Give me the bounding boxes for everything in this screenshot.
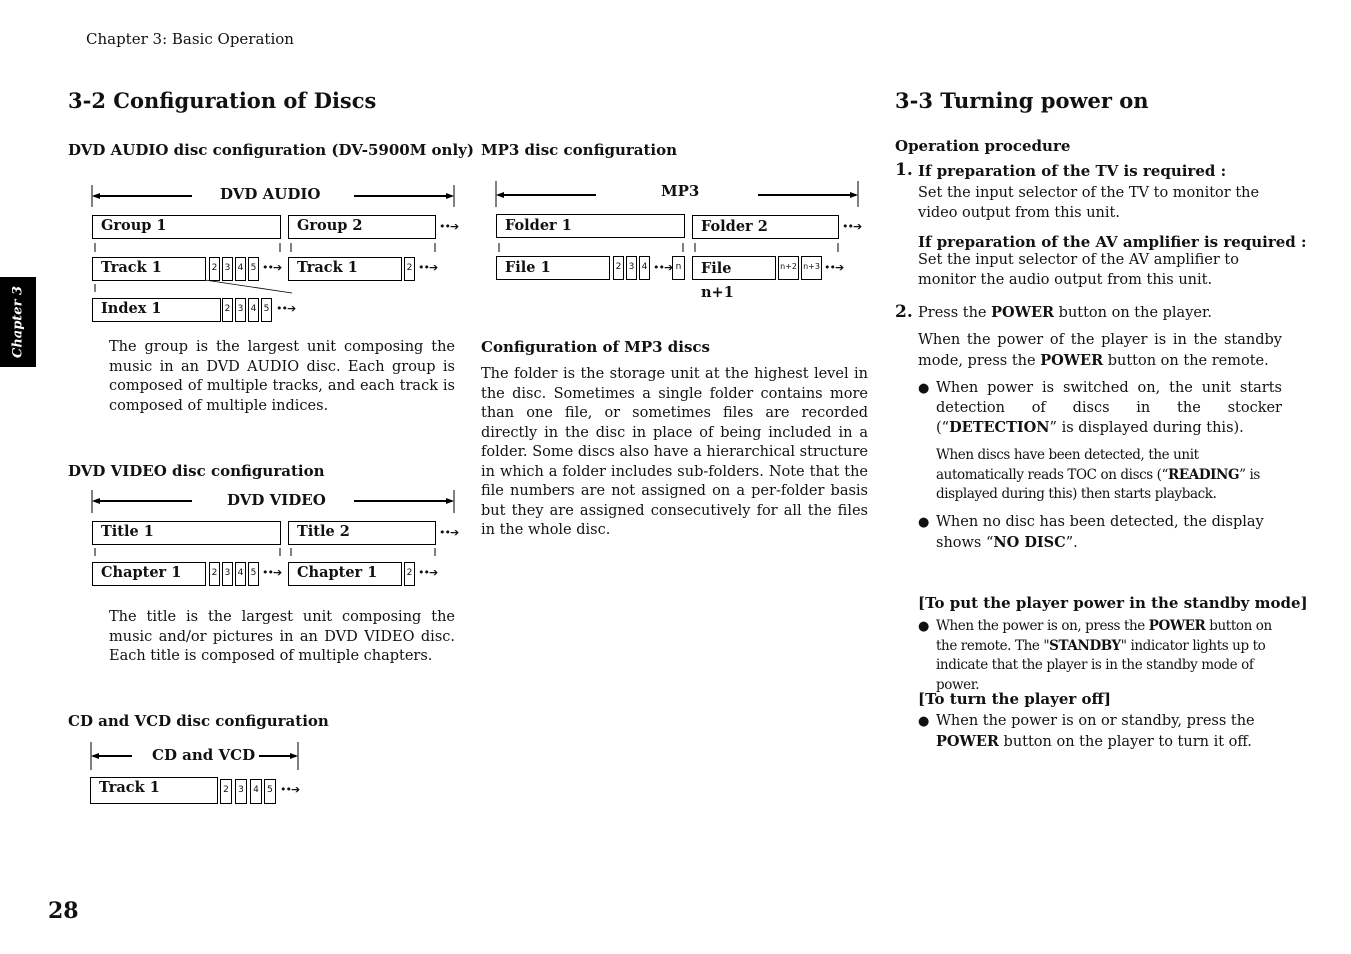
folder-2-box: Folder 2: [692, 215, 839, 239]
continue-arrow: ••➔: [439, 526, 459, 539]
num-box-3: 3: [222, 562, 233, 586]
step-1-number: 1.: [895, 160, 913, 180]
reading-label: READING: [1168, 466, 1240, 483]
file-n1-box: File n+1: [692, 256, 776, 280]
num-box-2: 2: [222, 298, 233, 322]
num-box-4: 4: [235, 562, 246, 586]
continue-arrow: ••➔: [418, 566, 438, 579]
power-label: POWER: [1040, 351, 1104, 369]
step-1-heading: If preparation of the TV is required :: [918, 162, 1227, 180]
turn-off-heading: [To turn the player off]: [918, 690, 1111, 708]
step-2-text: Press the POWER button on the player.: [918, 304, 1212, 321]
num-box-3: 3: [222, 257, 233, 281]
num-box-2: 2: [209, 562, 220, 586]
power-label: POWER: [936, 732, 999, 750]
power-label: POWER: [991, 304, 1055, 321]
title-1-box: Title 1: [92, 521, 281, 545]
file-1-box: File 1: [496, 256, 610, 280]
dvd-video-heading: DVD VIDEO disc configuration: [68, 462, 325, 480]
num-box-3: 3: [235, 779, 247, 804]
group-2-box: Group 2: [288, 215, 436, 239]
continue-arrow: ••➔: [842, 220, 862, 233]
index-1-box: Index 1: [92, 298, 221, 322]
bullet-icon: ●: [918, 619, 930, 634]
section-title-3-2: 3-2 Configuration of Discs: [68, 88, 377, 113]
dvd-audio-bar-label: DVD AUDIO: [216, 185, 324, 203]
step-1b-heading: If preparation of the AV amplifier is required :: [918, 233, 1307, 251]
num-box-3: 3: [235, 298, 246, 322]
continue-arrow: ••➔: [276, 302, 296, 315]
no-disc-label: NO DISC: [993, 533, 1066, 551]
dvd-audio-description: The group is the largest unit composing the music in an DVD AUDIO disc. Each group is composed of multiple tracks, and each track is composed of multiple indices.: [109, 339, 455, 414]
power-label: POWER: [1148, 618, 1206, 634]
group-1-box: Group 1: [92, 215, 281, 239]
num-box-3: 3: [626, 256, 637, 280]
num-box-4: 4: [248, 298, 259, 322]
cd-vcd-heading: CD and VCD disc configuration: [68, 712, 329, 730]
section-title-3-3: 3-3 Turning power on: [895, 88, 1149, 113]
num-box-n: n: [672, 256, 685, 280]
turn-off-text: When the power is on or standby, press the POWER button on the player to turn it off.: [936, 713, 1255, 750]
num-box-5: 5: [261, 298, 272, 322]
bullet-icon: ●: [918, 515, 930, 530]
continue-arrow: ••➔: [824, 261, 844, 274]
cd-vcd-bar-label: CD and VCD: [148, 746, 259, 764]
num-box-2: 2: [209, 257, 220, 281]
detection-label: DETECTION: [949, 419, 1050, 436]
side-tab-label: Chapter 3: [10, 285, 26, 359]
num-box-n-plus-2: n+2: [778, 256, 799, 280]
bullet-icon: ●: [918, 714, 930, 729]
reading-note-text: When discs have been detected, the unit automatically reads TOC on discs (“READING” is displayed during this) then starts playback.: [936, 447, 1260, 502]
continue-arrow: ••➔: [262, 566, 282, 579]
standby-label: STANDBY: [1049, 637, 1121, 654]
mp3-heading: MP3 disc configuration: [481, 141, 678, 159]
continue-arrow: ••➔: [262, 261, 282, 274]
continue-arrow: ••➔: [653, 261, 673, 274]
bullet-no-disc-text: When no disc has been detected, the display shows “NO DISC”.: [936, 514, 1264, 551]
step-2b-text: When the power of the player is in the standby mode, press the POWER button on the remote.: [918, 332, 1282, 369]
num-box-2: 2: [404, 257, 415, 281]
dvd-audio-heading: DVD AUDIO disc configuration (DV-5900M only): [68, 141, 474, 159]
dvd-video-description: The title is the largest unit composing the music and/or pictures in an DVD VIDEO disc. Each title is composed of multiple chapters.: [109, 609, 455, 664]
continue-arrow: ••➔: [280, 783, 300, 796]
num-box-2: 2: [613, 256, 624, 280]
continue-arrow: ••➔: [439, 220, 459, 233]
num-box-n-plus-3: n+3: [801, 256, 822, 280]
mp3-description: The folder is the storage unit at the highest level in the disc. Sometimes a single folder contains more than one file, or sometimes files are recorded directly in the disc in place of being included in a folder. Some discs also have a hierarchical structure in which a folder includes sub-folders. Note that the file numbers are not assigned on a per-folder basis but they are assigned consecutively for all the files in the whole disc.: [481, 366, 868, 538]
num-box-2: 2: [220, 779, 232, 804]
num-box-4: 4: [250, 779, 262, 804]
bullet-detection-text: When power is switched on, the unit starts detection of discs in the stocker (“DETECTION” is displayed during this).: [936, 380, 1282, 436]
step-2-number: 2.: [895, 302, 913, 322]
num-box-4: 4: [639, 256, 650, 280]
page-number: 28: [48, 898, 79, 924]
chapter-1b-box: Chapter 1: [288, 562, 402, 586]
standby-text: When the power is on, press the POWER button on the remote. The "STANDBY" indicator lights up to indicate that the player is in the standby mode of power.: [936, 618, 1272, 693]
title-2-box: Title 2: [288, 521, 436, 545]
num-box-5: 5: [248, 562, 259, 586]
step-1-text: Set the input selector of the TV to monitor the video output from this unit.: [918, 185, 1260, 221]
mp3-bar-label: MP3: [657, 182, 703, 200]
bullet-icon: ●: [918, 381, 930, 396]
num-box-5: 5: [248, 257, 259, 281]
dvd-video-bar-label: DVD VIDEO: [223, 491, 330, 509]
running-header: Chapter 3: Basic Operation: [86, 30, 294, 48]
num-box-5: 5: [264, 779, 276, 804]
operation-procedure-heading: Operation procedure: [895, 137, 1071, 155]
track-1-box: Track 1: [92, 257, 206, 281]
folder-1-box: Folder 1: [496, 214, 685, 238]
cd-track-1-box: Track 1: [90, 777, 218, 804]
track-1b-box: Track 1: [288, 257, 402, 281]
num-box-2: 2: [404, 562, 415, 586]
num-box-4: 4: [235, 257, 246, 281]
standby-heading: [To put the player power in the standby mode]: [918, 594, 1308, 612]
chapter-1-box: Chapter 1: [92, 562, 206, 586]
continue-arrow: ••➔: [418, 261, 438, 274]
mp3-config-heading: Configuration of MP3 discs: [481, 338, 710, 356]
step-1b-text: Set the input selector of the AV amplifier to monitor the audio output from this unit.: [918, 252, 1239, 288]
